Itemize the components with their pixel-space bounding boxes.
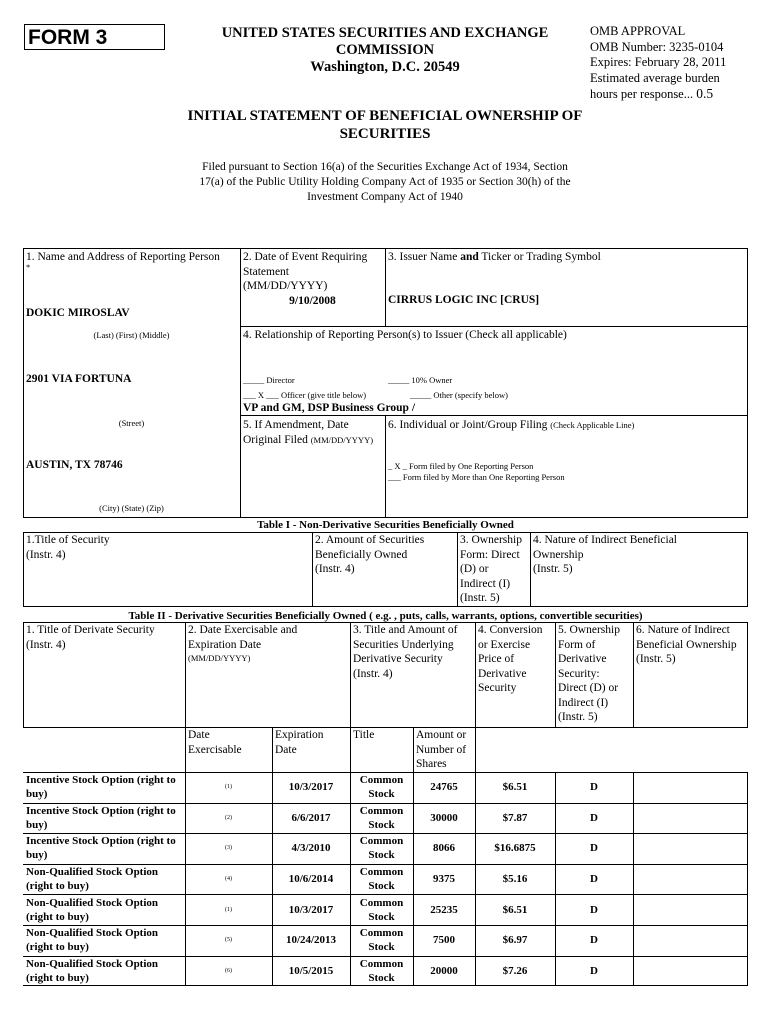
row-title: Common Stock [359, 896, 404, 923]
table1-col-title: 1.Title of Security (Instr. 4) [26, 534, 110, 561]
row-security: Non-Qualified Stock Option (right to buy) [26, 896, 159, 923]
table2-title: Table II - Derivative Securities Beneficially Owned ( e.g. , puts, calls, warrants, options, convertible securities) [128, 610, 643, 622]
row-title: Common Stock [359, 957, 404, 984]
row-title: Common Stock [359, 927, 404, 954]
form-label: FORM 3 [24, 24, 165, 50]
divider [530, 532, 531, 607]
box6-label [388, 418, 634, 433]
box2-label-line: 2. Date of Event Requiring [243, 251, 368, 263]
row-form: D [590, 842, 598, 855]
box3-label-post: Ticker or Trading Symbol [478, 251, 601, 263]
table2-col-conversion: 4. Conversion or Exercise Price of Derivative Security [478, 624, 543, 694]
row-title: Common Stock [359, 866, 404, 893]
row-note: (1) [225, 784, 232, 791]
row-expiration: 10/3/2017 [288, 781, 334, 794]
omb-line: Estimated average burden [590, 70, 720, 85]
agency-line: UNITED STATES SECURITIES AND EXCHANGE [221, 25, 549, 41]
omb-approval [590, 24, 765, 103]
divider [633, 772, 634, 986]
row-note: (2) [225, 814, 232, 821]
page-title [160, 107, 610, 143]
box5-label-line: 5. If Amendment, Date [243, 419, 349, 431]
subheader-date-exercisable: Date Exercisable [188, 729, 242, 756]
row-expiration: 10/5/2015 [288, 964, 334, 977]
table2-col-dates-format: (MM/DD/YYYY) [188, 653, 251, 663]
other-checkbox[interactable]: _____ Other (specify below) [410, 390, 508, 400]
row-amount: 30000 [430, 811, 458, 824]
director-checkbox[interactable]: _____ Director [243, 375, 295, 385]
divider [555, 622, 556, 728]
divider [385, 248, 386, 327]
row-amount: 20000 [430, 964, 458, 977]
row-amount: 25235 [430, 903, 458, 916]
divider [475, 622, 476, 728]
row-amount: 9375 [433, 873, 455, 886]
row-note: (1) [225, 906, 232, 913]
row-security: Non-Qualified Stock Option (right to buy) [26, 866, 159, 893]
row-expiration: 10/24/2013 [285, 934, 337, 947]
divider [385, 415, 386, 518]
row-title: Common Stock [359, 774, 404, 801]
row-price: $6.51 [502, 903, 528, 916]
omb-line: OMB APPROVAL [590, 24, 686, 38]
box2-label-line: (MM/DD/YYYY) [243, 280, 328, 292]
box3-label [388, 250, 601, 265]
row-security: Non-Qualified Stock Option (right to buy) [26, 957, 159, 984]
ten-percent-owner-checkbox[interactable]: _____ 10% Owner [388, 375, 453, 385]
filing-more-persons-option[interactable]: ___ Form filed by More than One Reporting Person [388, 472, 565, 482]
row-expiration: 6/6/2017 [291, 811, 331, 824]
table2-col-nature: 6. Nature of Indirect Beneficial Ownership (Instr. 5) [636, 624, 737, 665]
table2-col-underlying: 3. Title and Amount of Securities Underlying Derivative Security (Instr. 4) [353, 624, 458, 680]
row-form: D [590, 934, 598, 947]
omb-line: OMB Number: 3235-0104 [590, 39, 724, 54]
reporting-person-name: DOKIC MIROSLAV [26, 307, 130, 319]
box3-label-pre: 3. Issuer Name [388, 251, 461, 263]
row-price: $6.97 [502, 934, 528, 947]
filed-line: Investment Company Act of 1940 [307, 191, 463, 203]
row-expiration: 10/6/2014 [288, 873, 334, 886]
filed-line: 17(a) of the Public Utility Holding Company Act of 1935 or Section 30(h) of the [199, 176, 571, 188]
row-security: Incentive Stock Option (right to buy) [26, 774, 176, 801]
agency-block [200, 25, 570, 76]
row-price: $16.6875 [494, 842, 536, 855]
omb-burden-value: 0.5 [696, 86, 714, 101]
row-expiration: 4/3/2010 [291, 842, 331, 855]
row-price: $7.26 [502, 964, 528, 977]
row-form: D [590, 811, 598, 824]
row-form: D [590, 964, 598, 977]
divider [312, 532, 313, 607]
row-price: $6.51 [502, 781, 528, 794]
row-note: (5) [225, 937, 232, 944]
table1-col-amount: 2. Amount of Securities Beneficially Owned (Instr. 4) [315, 534, 425, 575]
filing-one-person-option[interactable]: _ X _ Form filed by One Reporting Person [388, 461, 534, 471]
officer-checkbox[interactable]: ___ X ___ Officer (give title below) [243, 390, 367, 400]
event-date: 9/10/2008 [289, 295, 336, 307]
title-line: INITIAL STATEMENT OF BENEFICIAL OWNERSHIP OF [187, 108, 583, 124]
subheader-expiration: Expiration Date [275, 729, 324, 756]
title-line: SECURITIES [339, 126, 431, 142]
box5-label-small: (MM/DD/YYYY) [310, 434, 374, 445]
divider [185, 728, 186, 772]
box4-label: 4. Relationship of Reporting Person(s) to Issuer (Check all applicable) [243, 329, 567, 341]
filed-pursuant-text [170, 160, 600, 205]
street-caption: (Street) [118, 418, 145, 428]
box1-label [26, 250, 220, 265]
row-amount: 24765 [430, 781, 458, 794]
divider [185, 622, 186, 728]
table2-col-dates: 2. Date Exercisable and Expiration Date [188, 624, 298, 651]
divider [457, 532, 458, 607]
officer-title: VP and GM, DSP Business Group / [243, 402, 416, 414]
divider [350, 622, 351, 728]
agency-address: Washington, D.C. 20549 [310, 59, 460, 75]
row-form: D [590, 903, 598, 916]
table1-col-ownership: 3. Ownership Form: Direct (D) or Indirect (I) (Instr. 5) [460, 534, 522, 604]
table1-col-nature: 4. Nature of Indirect Beneficial Ownership (Instr. 5) [533, 534, 678, 575]
name-caption: (Last) (First) (Middle) [93, 330, 170, 340]
divider [240, 326, 748, 327]
filed-line: Filed pursuant to Section 16(a) of the Securities Exchange Act of 1934, Section [202, 161, 568, 173]
row-amount: 8066 [433, 842, 455, 855]
row-title: Common Stock [359, 835, 404, 862]
box3-label-and: and [460, 251, 479, 263]
omb-burden-label: hours per response... [590, 87, 694, 101]
row-title: Common Stock [359, 804, 404, 831]
row-amount: 7500 [433, 934, 455, 947]
box2-label-line: Statement [243, 265, 289, 278]
row-form: D [590, 873, 598, 886]
agency-line: COMMISSION [335, 42, 435, 58]
city-state-zip: AUSTIN, TX 78746 [26, 459, 123, 471]
divider [240, 248, 241, 518]
box2-label [243, 250, 383, 294]
divider [413, 728, 414, 772]
row-note: (4) [225, 876, 232, 883]
box5-label [243, 418, 385, 447]
row-security: Non-Qualified Stock Option (right to buy) [26, 927, 159, 954]
row-security: Incentive Stock Option (right to buy) [26, 835, 176, 862]
table2-col-title: 1. Title of Derivate Security (Instr. 4) [26, 624, 155, 651]
box5-label-line: Original Filed [243, 433, 308, 446]
row-note: (3) [225, 845, 232, 852]
box1-mark: * [26, 262, 31, 272]
omb-line: Expires: February 28, 2011 [590, 55, 727, 69]
table1-title: Table I - Non-Derivative Securities Beneficially Owned [257, 519, 514, 531]
row-form: D [590, 781, 598, 794]
row-price: $7.87 [502, 811, 528, 824]
row-expiration: 10/3/2017 [288, 903, 334, 916]
issuer-name: CIRRUS LOGIC INC [CRUS] [388, 294, 540, 306]
box6-label-small: (Check Applicable Line) [550, 420, 635, 430]
omb-line [590, 86, 765, 103]
row-note: (6) [225, 967, 232, 974]
divider [272, 728, 273, 772]
city-caption: (City) (State) (Zip) [99, 503, 164, 513]
box6-label-text: 6. Individual or Joint/Group Filing [388, 419, 548, 431]
street-address: 2901 VIA FORTUNA [26, 373, 132, 385]
divider [633, 622, 634, 728]
table2-col-ownership-form: 5. Ownership Form of Derivative Security: Direct (D) or Indirect (I) (Instr. 5) [558, 624, 620, 723]
row-security: Incentive Stock Option (right to buy) [26, 804, 176, 831]
row-price: $5.16 [502, 873, 528, 886]
divider [475, 728, 476, 772]
divider [350, 728, 351, 772]
box1-label-text: 1. Name and Address of Reporting Person [26, 251, 220, 263]
subheader-amount: Amount or Number of Shares [416, 729, 467, 770]
subheader-title: Title [353, 729, 375, 741]
